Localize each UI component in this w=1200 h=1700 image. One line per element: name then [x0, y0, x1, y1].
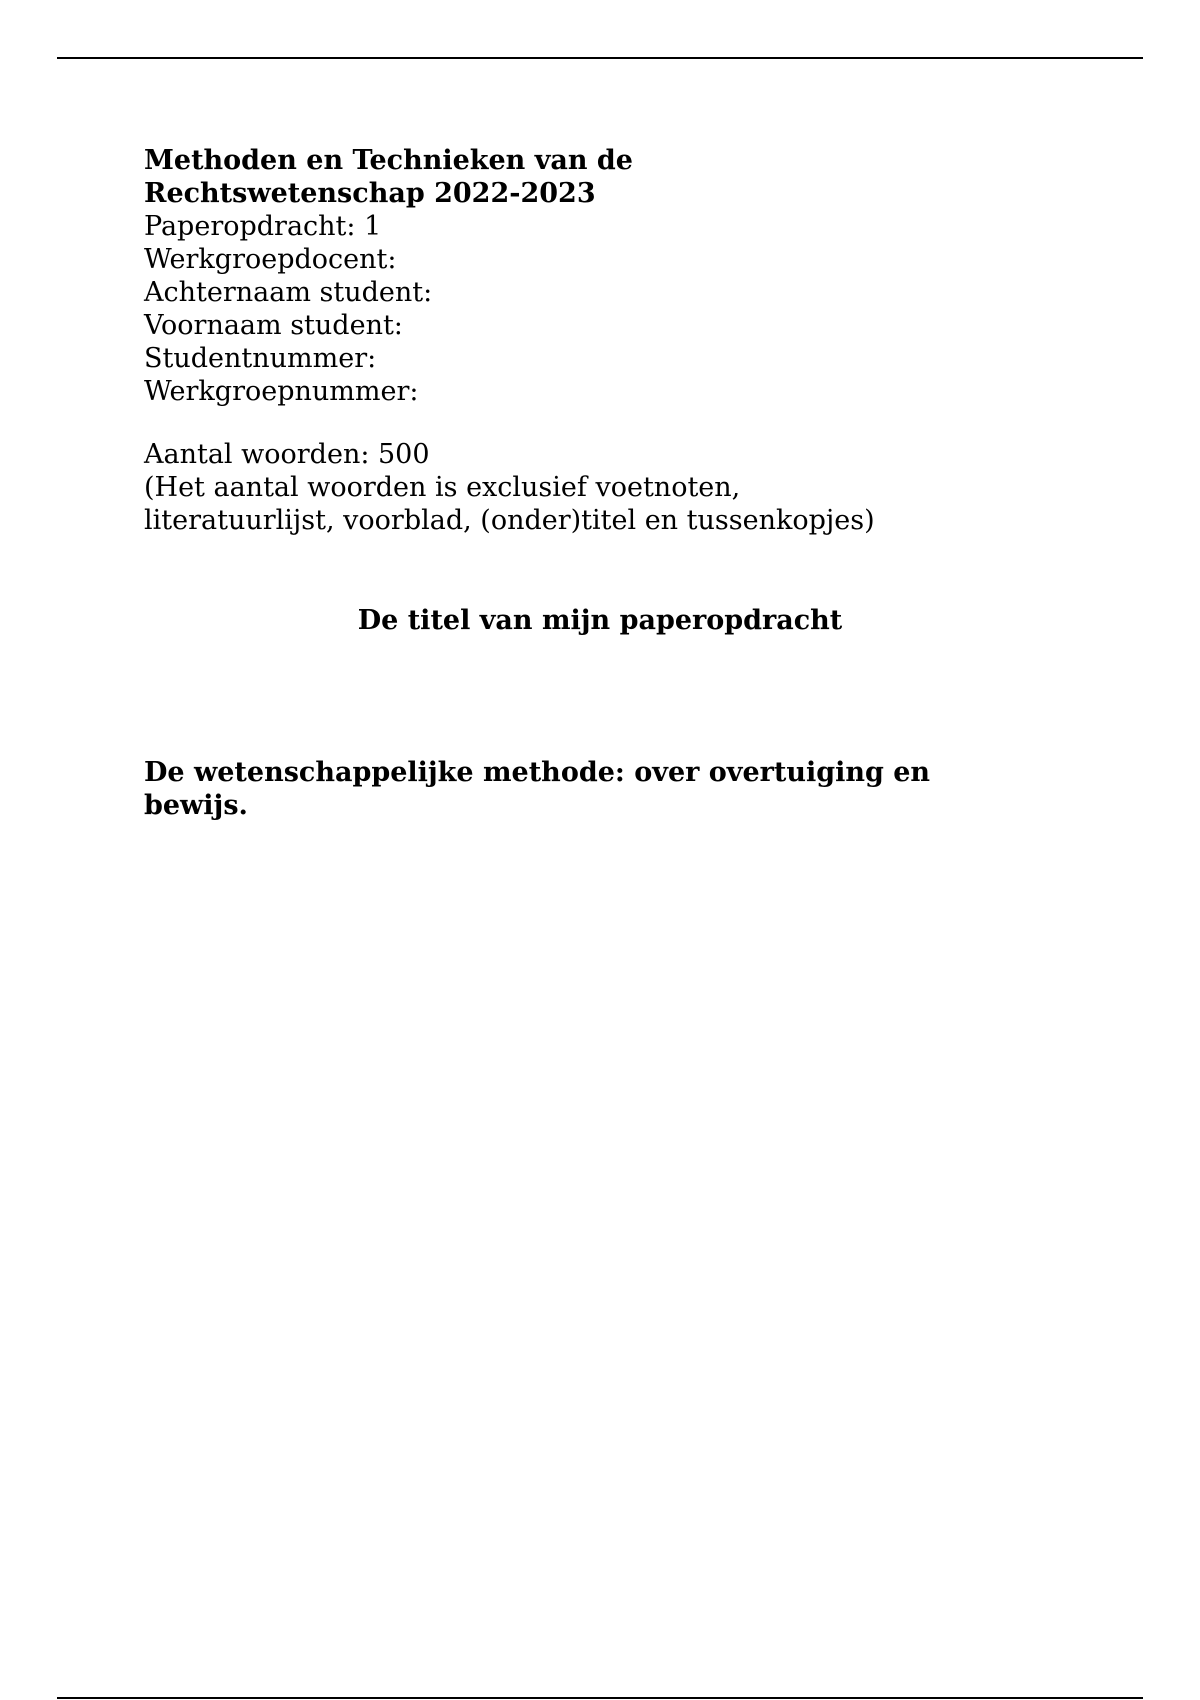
bottom-rule [57, 1697, 1143, 1699]
word-count-block [144, 438, 1054, 537]
voornaam-line: Voornaam student: [144, 310, 403, 341]
word-count-note-line2: literatuurlijst, voorblad, (onder)titel en tussenkopjes) [144, 505, 875, 536]
course-title-line2: Rechtswetenschap 2022-2023 [144, 178, 596, 209]
paper-title: De titel van mijn paperopdracht [357, 605, 843, 636]
top-rule [57, 57, 1143, 59]
werkgroepnummer-line: Werkgroepnummer: [144, 376, 419, 407]
werkgroepdocent-line: Werkgroepdocent: [144, 244, 397, 275]
cover-info [144, 144, 1054, 537]
word-count-note-line1: (Het aantal woorden is exclusief voetnoten, [144, 472, 741, 503]
course-title-line1: Methoden en Technieken van de [144, 145, 633, 176]
studentnummer-line: Studentnummer: [144, 343, 377, 374]
word-count-label: Aantal woorden: 500 [144, 439, 430, 470]
achternaam-line: Achternaam student: [144, 277, 433, 308]
course-title [144, 144, 1054, 210]
paperopdracht-line: Paperopdracht: 1 [144, 211, 382, 242]
section-heading: De wetenschappelijke methode: over overtuiging en bewijs. [144, 757, 931, 821]
